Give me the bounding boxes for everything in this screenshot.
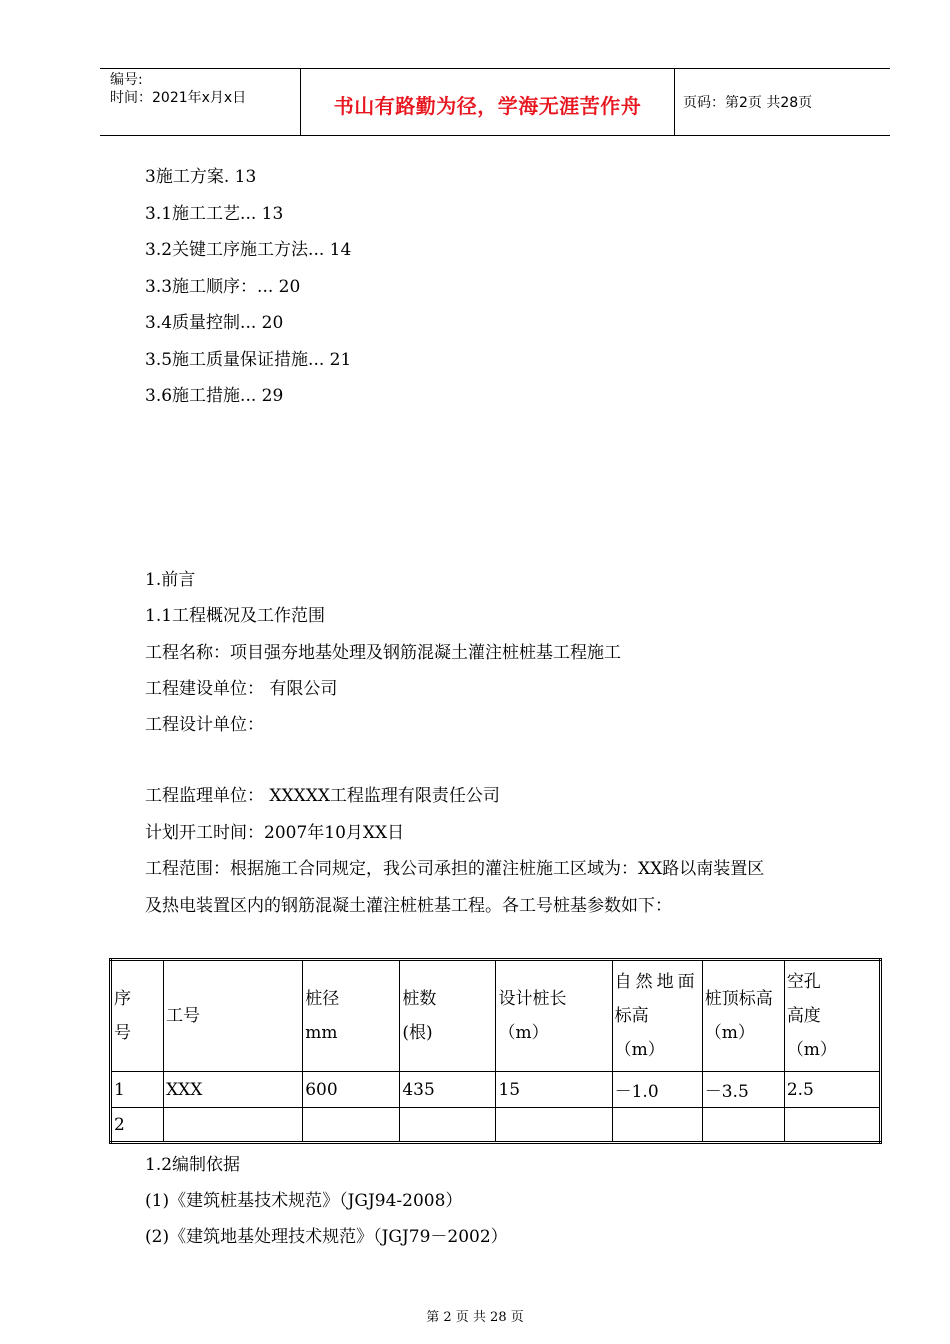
basis-item: (1)《建筑桩基技术规范》（JGJ94-2008） xyxy=(145,1191,463,1211)
header-page-cell xyxy=(675,69,890,135)
toc-item: 3.6施工措施... 29 xyxy=(145,386,284,406)
project-name: 工程名称：项目强夯地基处理及钢筋混凝土灌注桩桩基工程施工 xyxy=(145,643,621,663)
basis-item: (2)《建筑地基处理技术规范》（JGJ79－2002） xyxy=(145,1227,508,1247)
project-scope-line: 工程范围：根据施工合同规定，我公司承担的灌注桩施工区域为：XX路以南装置区 xyxy=(145,859,765,879)
table-cell: 435 xyxy=(400,1072,496,1108)
project-designer: 工程设计单位： xyxy=(145,715,264,735)
page-footer: 第 2 页 共 28 页 xyxy=(426,1310,524,1325)
page-header xyxy=(100,68,890,136)
section-heading: 1.前言 xyxy=(145,570,196,590)
table-cell: 15 xyxy=(496,1072,612,1108)
table-cell: －3.5 xyxy=(702,1072,784,1108)
project-supervisor: 工程监理单位： XXXXX工程监理有限责任公司 xyxy=(145,786,500,806)
header-page-label: 页码：第2页 共28页 xyxy=(683,95,813,111)
project-builder: 工程建设单位： 有限公司 xyxy=(145,679,338,699)
table-cell xyxy=(496,1108,612,1143)
project-scope-line: 及热电装置区内的钢筋混凝土灌注桩桩基工程。各工号桩基参数如下： xyxy=(145,896,672,916)
table-cell: 1 xyxy=(111,1072,164,1108)
header-cell: 自然地面 标高 （m） xyxy=(612,960,702,1072)
header-cell: 桩径 mm xyxy=(303,960,400,1072)
table-row xyxy=(111,1108,881,1143)
table-row xyxy=(111,1072,881,1108)
header-cell: 设计桩长 （m） xyxy=(496,960,612,1072)
table-cell xyxy=(612,1108,702,1143)
table-cell: 2.5 xyxy=(784,1072,880,1108)
subsection-heading: 1.1工程概况及工作范围 xyxy=(145,606,326,626)
header-cell: 空孔 高度 （m） xyxy=(784,960,880,1072)
table-header-row xyxy=(111,960,881,1072)
table-cell xyxy=(164,1108,303,1143)
toc-item: 3施工方案. 13 xyxy=(145,167,257,187)
header-cell: 工号 xyxy=(164,960,303,1072)
toc-item: 3.4质量控制... 20 xyxy=(145,313,284,333)
table-cell xyxy=(784,1108,880,1143)
table-cell: －1.0 xyxy=(612,1072,702,1108)
table-cell xyxy=(702,1108,784,1143)
table-cell xyxy=(400,1108,496,1143)
header-motto: 书山有路勤为径，学海无涯苦作舟 xyxy=(333,93,642,118)
subsection-heading: 1.2编制依据 xyxy=(145,1155,241,1175)
toc-item: 3.2关键工序施工方法... 14 xyxy=(145,240,352,260)
toc-item: 3.5施工质量保证措施... 21 xyxy=(145,350,352,370)
document-number-label: 编号: xyxy=(110,72,143,88)
toc-item: 3.1施工工艺... 13 xyxy=(145,204,284,224)
pile-parameter-table xyxy=(109,958,882,1144)
table-cell xyxy=(303,1108,400,1143)
project-start-time: 计划开工时间：2007年10月XX日 xyxy=(145,823,405,843)
table-cell: 2 xyxy=(111,1108,164,1143)
table-cell: XXX xyxy=(164,1072,303,1108)
toc-item: 3.3施工顺序：... 20 xyxy=(145,277,301,297)
table-cell: 600 xyxy=(303,1072,400,1108)
document-time-label: 时间：2021年x月x日 xyxy=(110,90,247,106)
header-cell: 桩顶标高 （m） xyxy=(702,960,784,1072)
header-meta xyxy=(100,69,301,135)
header-cell: 序 号 xyxy=(111,960,164,1072)
header-cell: 桩数 (根) xyxy=(400,960,496,1072)
header-motto-cell xyxy=(301,69,675,135)
